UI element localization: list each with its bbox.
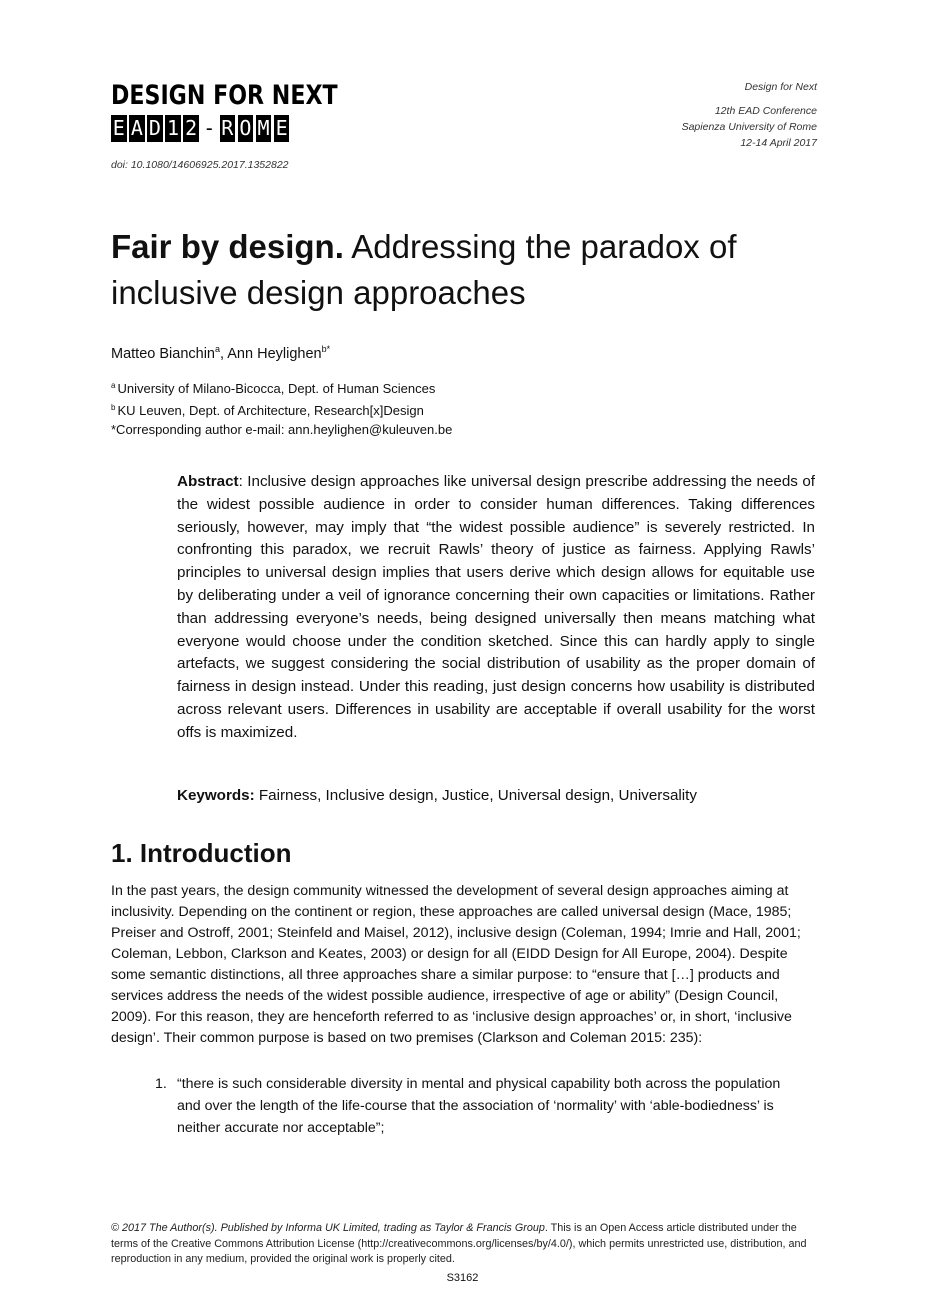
- keywords-text: Fairness, Inclusive design, Justice, Universal design, Universality: [254, 787, 697, 804]
- logo-letter: R: [221, 116, 234, 140]
- keywords-label: Keywords:: [177, 787, 255, 804]
- logo-title: DESIGN FOR NEXT: [111, 80, 338, 111]
- author-affil-mark: b*: [321, 344, 331, 354]
- copyright-text: © 2017 The Author(s). Published by Informa UK Limited, trading as Taylor & Francis Group: [111, 1222, 545, 1234]
- conference-name: 12th EAD Conference: [714, 105, 817, 117]
- logo-letter: -: [203, 116, 216, 140]
- logo-letter: E: [275, 116, 288, 140]
- conference-info: [682, 79, 817, 151]
- abstract: [177, 471, 815, 745]
- logo-letter: E: [112, 116, 125, 140]
- premise-list: [155, 1073, 805, 1139]
- conference-series: Design for Next: [744, 81, 817, 93]
- author-separator: ,: [220, 346, 228, 362]
- corresponding-author: *Corresponding author e-mail: ann.heylighen@kuleuven.be: [111, 422, 453, 437]
- list-number: 1.: [155, 1076, 167, 1092]
- affil-text: KU Leuven, Dept. of Architecture, Research[x]Design: [117, 403, 424, 418]
- list-text: “there is such considerable diversity in mental and physical capability both across the population and over the length of the life-course that the association of ‘normality’ with ‘able-bodiedness’ is neither accurate nor acceptable”;: [177, 1076, 781, 1136]
- license-footer: [111, 1221, 815, 1268]
- doi-link[interactable]: doi: 10.1080/14606925.2017.1352822: [111, 159, 289, 171]
- affil-mark: b: [111, 403, 116, 412]
- list-item: [155, 1073, 805, 1139]
- author-name: Matteo Bianchin: [111, 346, 215, 362]
- affiliation-a: [111, 376, 452, 398]
- author-name: Ann Heylighen: [227, 346, 322, 362]
- license-text: . This is an Open Access article distributed under the terms of the Creative Commons Attribution License (http://creativecommons.org/licenses/by/4.0/), which permits unrestricted use, distribution, and reproduction in any medium, provided the original work is properly cited.: [111, 1222, 807, 1265]
- abstract-label: Abstract: [177, 473, 239, 490]
- page-number: S3162: [446, 1272, 479, 1284]
- author-affil-mark: a: [214, 344, 220, 354]
- logo-letter-boxes: [111, 115, 387, 142]
- logo-letter: 2: [185, 116, 198, 140]
- title-bold: Fair by design.: [111, 228, 344, 265]
- paper-title: [111, 224, 811, 316]
- section-heading: 1. Introduction: [111, 838, 292, 868]
- affil-text: University of Milano-Bicocca, Dept. of Human Sciences: [117, 381, 436, 396]
- logo-letter: O: [239, 116, 252, 140]
- affiliations: [111, 376, 452, 439]
- affiliation-b: [111, 398, 452, 420]
- conference-dates: 12-14 April 2017: [740, 137, 817, 149]
- affil-mark: a: [111, 381, 116, 390]
- logo-letter: M: [257, 116, 270, 140]
- logo-letter: 1: [167, 116, 180, 140]
- logo-letter: A: [130, 116, 143, 140]
- logo-letter: D: [148, 116, 161, 140]
- keywords: [177, 787, 815, 804]
- title-rest: Addressing the paradox of inclusive design approaches: [111, 228, 737, 311]
- intro-paragraph: In the past years, the design community witnessed the development of several design approaches aiming at inclusivity. Depending on the continent or region, these approaches are called universal design (Mace, 1985; Preiser and Ostroff, 2001; Steinfeld and Maisel, 2012), inclusive design (Coleman, 1994; Imrie and Hall, 2001; Coleman, Lebbon, Clarkson and Keates, 2003) or design for all (EIDD Design for All Europe, 2004). Despite some semantic distinctions, all three approaches share a similar purpose: to “ensure that […] products and services address the needs of the widest possible audience, irrespective of age or ability” (Design Council, 2009). For this reason, they are henceforth referred to as ‘inclusive design approaches’ or, in short, ‘inclusive design’. Their common purpose is based on two premises (Clarkson and Coleman 2015: 235):: [111, 883, 801, 1046]
- abstract-text: : Inclusive design approaches like universal design prescribe addressing the needs of the widest possible audience in order to consider human differences. Taking differences seriously, however, may imply that “the widest possible audience” is severely restricted. In confronting this paradox, we recruit Rawls’ theory of justice as fairness. Applying Rawls’ principles to universal design implies that users derive which design allows for equitable use by deliberating under a veil of ignorance concerning their own capacities or limitations. Rather than addressing everyone’s needs, being designed universally then means matching what everyone would choose under the condition sketched. Since this can hardly apply to single artefacts, we suggest considering the social distribution of usability as the proper domain of fairness in design instead. Under this reading, just design concerns how usability is distributed across relevant users. Differences in usability are acceptable if overall usability for the worst offs is maximized.: [177, 473, 815, 741]
- conference-logo: [111, 82, 387, 142]
- conference-venue: Sapienza University of Rome: [681, 121, 817, 133]
- author-list: [111, 344, 330, 362]
